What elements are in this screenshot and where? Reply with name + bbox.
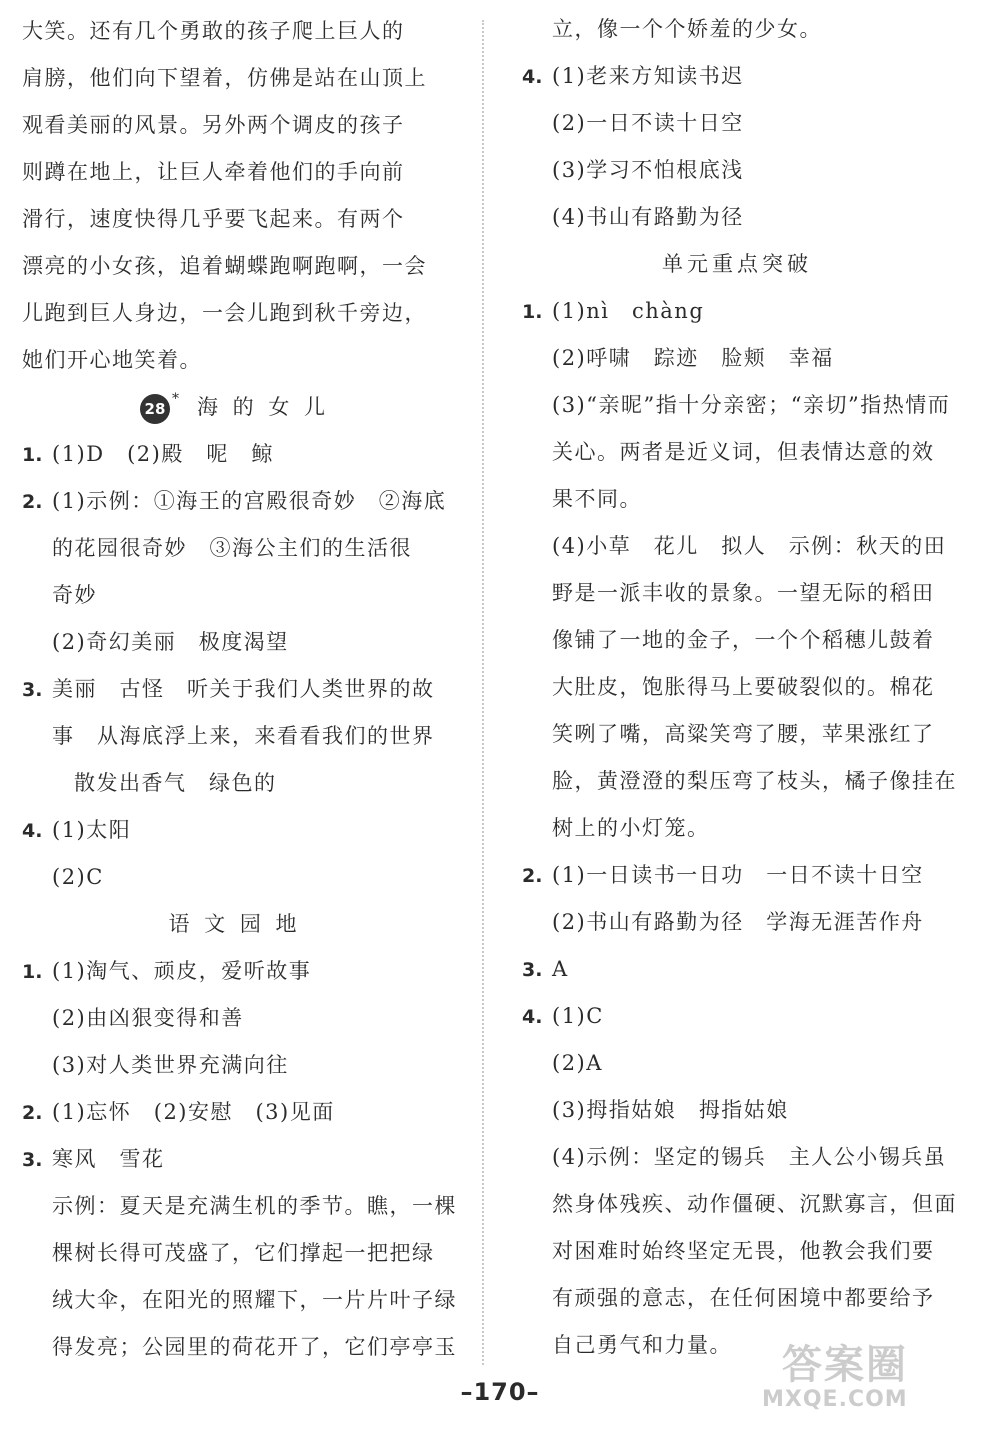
line-text: 自己勇气和力量。	[552, 1333, 732, 1357]
line-text: (2)由凶狠变得和善	[52, 1006, 244, 1030]
text-line	[522, 617, 952, 664]
line-text: (2)C	[52, 865, 104, 889]
line-text: 肩膀，他们向下望着，仿佛是站在山顶上	[22, 66, 427, 90]
column-divider	[482, 20, 484, 1365]
text-line	[22, 196, 447, 243]
line-text: 野是一派丰收的景象。一望无际的稻田	[552, 581, 935, 605]
text-line	[22, 948, 447, 995]
star-mark: *	[171, 391, 183, 407]
line-text: A	[552, 957, 569, 981]
watermark-url: MXQE.COM	[762, 1387, 908, 1412]
text-line	[522, 429, 952, 476]
text-line	[522, 570, 952, 617]
line-text: 海 的 女 儿	[196, 395, 330, 419]
text-line	[22, 619, 447, 666]
text-line	[22, 8, 447, 55]
question-number: 4.	[522, 1006, 543, 1028]
line-text: (4)书山有路勤为径	[552, 205, 744, 229]
text-line	[22, 760, 447, 807]
text-line	[22, 713, 447, 760]
line-text: 树上的小灯笼。	[552, 816, 710, 840]
line-text: (2)一日不读十日空	[552, 111, 744, 135]
line-text: 有顽强的意志，在任何困境中都要给予	[552, 1286, 935, 1310]
text-line	[522, 6, 952, 53]
line-text: 像铺了一地的金子，一个个稻穗儿鼓着	[552, 628, 935, 652]
line-text: 则蹲在地上，让巨人牵着他们的手向前	[22, 160, 405, 184]
text-line	[522, 523, 952, 570]
line-text: 大肚皮，饱胀得马上要破裂似的。棉花	[552, 675, 935, 699]
watermark	[752, 1333, 982, 1423]
line-text: 立，像一个个娇羞的少女。	[552, 17, 822, 41]
question-number: 1.	[22, 961, 43, 983]
text-line	[22, 1042, 447, 1089]
line-text: (1)淘气、顽皮，爱听故事	[52, 959, 312, 983]
line-text: 观看美丽的风景。另外两个调皮的孩子	[22, 113, 405, 137]
line-text: 美丽 古怪 听关于我们人类世界的故	[52, 677, 435, 701]
text-line	[22, 1230, 447, 1277]
right-column	[522, 6, 957, 1369]
line-text: (2)A	[552, 1051, 603, 1075]
question-number: 2.	[22, 491, 43, 513]
line-text: 脸，黄澄澄的梨压弯了枝头，橘子像挂在	[552, 769, 957, 793]
text-line	[22, 995, 447, 1042]
line-text: (1)示例：①海王的宫殿很奇妙 ②海底	[52, 489, 447, 513]
text-line	[22, 572, 447, 619]
line-text: 果不同。	[552, 487, 642, 511]
text-line	[522, 664, 952, 711]
line-text: 绒大伞，在阳光的照耀下，一片片叶子绿	[52, 1288, 457, 1312]
text-line	[522, 1040, 952, 1087]
line-text: (2)呼啸 踪迹 脸颊 幸福	[552, 346, 834, 370]
line-text: (1)老来方知读书迟	[552, 64, 744, 88]
text-line	[522, 1228, 952, 1275]
line-text: 滑行，速度快得几乎要飞起来。有两个	[22, 207, 405, 231]
text-line	[22, 431, 447, 478]
text-line	[22, 149, 447, 196]
text-line	[522, 382, 952, 429]
line-text: 奇妙	[52, 583, 97, 607]
line-text: (3)“亲昵”指十分亲密；“亲切”指热情而	[552, 393, 951, 417]
text-line	[22, 478, 447, 525]
line-text: (2)奇幻美丽 极度渴望	[52, 630, 289, 654]
text-line	[22, 854, 447, 901]
line-text: (1)C	[552, 1004, 604, 1028]
line-text: 她们开心地笑着。	[22, 348, 202, 372]
text-line	[22, 243, 447, 290]
question-number: 2.	[22, 1102, 43, 1124]
text-line	[22, 102, 447, 149]
text-line	[522, 53, 952, 100]
line-text: 散发出香气 绿色的	[74, 771, 277, 795]
line-text: (2)书山有路勤为径 学海无涯苦作舟	[552, 910, 924, 934]
text-line	[522, 1087, 952, 1134]
line-text: (3)对人类世界充满向往	[52, 1053, 289, 1077]
question-number: 1.	[22, 444, 43, 466]
watermark-logo: 答案圈	[782, 1342, 908, 1388]
line-text: 的花园很奇妙 ③海公主们的生活很	[52, 536, 412, 560]
lesson-number-badge: 28	[140, 394, 170, 424]
line-text: (1)一日读书一日功 一日不读十日空	[552, 863, 924, 887]
line-text: 棵树长得可茂盛了，它们撑起一把把绿	[52, 1241, 435, 1265]
question-number: 4.	[22, 820, 43, 842]
line-text: 然身体残疾、动作僵硬、沉默寡言，但面	[552, 1192, 957, 1216]
line-text: (3)拇指姑娘 拇指姑娘	[552, 1098, 789, 1122]
line-text: 漂亮的小女孩，追着蝴蝶跑啊跑啊，一会	[22, 254, 427, 278]
line-text: (1)太阳	[52, 818, 132, 842]
text-line	[22, 807, 447, 854]
line-text: 对困难时始终坚定无畏，他教会我们要	[552, 1239, 935, 1263]
text-line	[22, 290, 447, 337]
text-line	[522, 100, 952, 147]
line-text: 关心。两者是近义词，但表情达意的效	[552, 440, 935, 464]
text-line	[22, 666, 447, 713]
question-number: 2.	[522, 865, 543, 887]
page-number: –170–	[460, 1378, 540, 1406]
text-line	[522, 335, 952, 382]
text-line	[22, 1277, 457, 1324]
text-line	[522, 476, 952, 523]
line-text: (1)忘怀 (2)安慰 (3)见面	[52, 1100, 335, 1124]
text-line	[522, 805, 952, 852]
text-line	[522, 1181, 957, 1228]
text-line	[522, 758, 957, 805]
line-text: 寒风 雪花	[52, 1147, 165, 1171]
question-number: 4.	[522, 66, 543, 88]
text-line	[522, 993, 952, 1040]
text-line	[522, 1275, 952, 1322]
text-line	[22, 1324, 457, 1371]
question-number: 3.	[522, 959, 543, 981]
line-text: (4)小草 花儿 拟人 示例：秋天的田	[552, 534, 947, 558]
line-text: 得发亮；公园里的荷花开了，它们亭亭玉	[52, 1335, 457, 1359]
text-line	[522, 288, 952, 335]
question-number: 3.	[22, 1149, 43, 1171]
text-line	[522, 711, 952, 758]
text-line	[522, 147, 952, 194]
text-line	[22, 1136, 447, 1183]
line-text: (1)D (2)殿 呢 鲸	[52, 442, 274, 466]
question-number: 1.	[522, 301, 543, 323]
section-heading	[22, 901, 447, 948]
text-line	[22, 1183, 457, 1230]
left-column	[22, 8, 457, 1371]
text-line	[522, 852, 952, 899]
text-line	[22, 1089, 447, 1136]
text-line	[22, 525, 447, 572]
line-text: 示例：夏天是充满生机的季节。瞧，一棵	[52, 1194, 457, 1218]
line-text: 儿跑到巨人身边，一会儿跑到秋千旁边，	[22, 301, 427, 325]
text-line	[522, 1134, 952, 1181]
line-text: (1)nì chàng	[552, 299, 705, 323]
text-line	[522, 194, 952, 241]
text-line	[22, 337, 447, 384]
text-line	[22, 55, 447, 102]
line-text: 笑咧了嘴，高粱笑弯了腰，苹果涨红了	[552, 722, 935, 746]
line-text: (3)学习不怕根底浅	[552, 158, 744, 182]
line-text: (4)示例：坚定的锡兵 主人公小锡兵虽	[552, 1145, 947, 1169]
text-line	[522, 946, 952, 993]
line-text: 大笑。还有几个勇敢的孩子爬上巨人的	[22, 19, 405, 43]
question-number: 3.	[22, 679, 43, 701]
line-text: 事 从海底浮上来，来看看我们的世界	[52, 724, 435, 748]
section-heading	[522, 241, 952, 288]
line-text: 单元重点突破	[662, 252, 812, 276]
section-heading	[22, 384, 447, 431]
text-line	[522, 899, 952, 946]
line-text: 语 文 园 地	[168, 912, 301, 936]
